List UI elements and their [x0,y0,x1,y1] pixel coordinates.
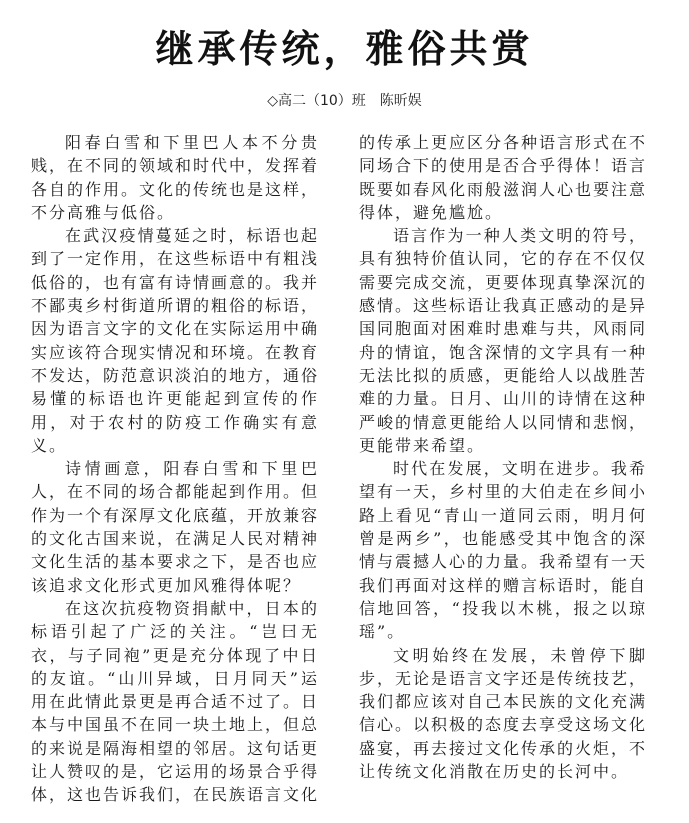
paragraph-line: 语言作为一种人类文明的符号， [393,226,645,246]
paragraph-line: 实应该符合现实情况和环境。在教育 [31,342,317,362]
paragraph-line: 人，在不同的场合都能起到作用。但 [31,482,317,502]
paragraph-line: 步，无论是语言文字还是传统技艺， [359,668,645,688]
paragraph-line: 的传承上更应区分各种语言形式在不 [359,133,645,152]
paragraph-line: 让传统文化消散在历史的长河中。 [359,762,630,782]
byline-class: 高二（10）班 [277,93,366,109]
paragraph-line: 严峻的情意更能给人以同情和悲悯， [359,412,645,432]
paragraph-line: 因为语言文字的文化在实际运用中确 [31,319,317,339]
paragraph-line: 作为一个有深厚文化底蕴，开放兼容 [31,505,317,525]
paragraph-line: 我们再面对这样的赠言标语时，能自 [359,575,645,595]
paragraph [31,131,317,224]
paragraph-line: 更能带来希望。 [359,435,486,455]
article-column-right [359,131,645,783]
article-title: 继承传统，雅俗共赏 [155,27,534,71]
paragraph-line: 不鄙夷乡村街道所谓的粗俗的标语， [31,296,317,316]
paragraph-line: 舟的情谊，饱含深情的文字具有一种 [359,342,645,362]
paragraph-line: 标语引起了广泛的关注。“岂曰无 [31,622,317,642]
paragraph [31,597,317,807]
paragraph-line: 的来说是隔海相望的邻居。这句话更 [31,738,317,758]
paragraph [31,457,317,597]
paragraph-line: 诗情画意，阳春白雪和下里巴 [65,459,317,479]
paragraph-line: 义。 [31,435,68,455]
paragraph-line: 到了一定作用，在这些标语中有粗浅 [31,249,317,269]
paragraph-line: 在这次抗疫物资捐献中，日本的 [65,598,317,618]
paragraph-line: 不发达，防范意识淡泊的地方，通俗 [31,365,317,385]
paragraph-line: 衣，与子同袍”更是充分体现了中日 [31,645,317,665]
paragraph-line: 阳春白雪和下里巴人本不分贵 [65,133,317,152]
paragraph-line: 文化生活的基本要求之下，是否也应 [31,552,317,572]
paragraph-line: 的友谊。“山川异域，日月同天”运 [31,668,317,688]
paragraph-line: 国同胞面对困难时患难与共，风雨同 [359,319,645,339]
paragraph-line: 在武汉疫情蔓延之时，标语也起 [65,226,317,246]
paragraph-line: 瑶”。 [359,622,406,642]
paragraph [31,224,317,457]
paragraph-line: 具有独特价值认同，它的存在不仅仅 [359,249,645,269]
paragraph-line: 盛宴，再去接过文化传承的火炬，不 [359,738,645,758]
paragraph-line: 低俗的，也有富有诗情画意的。我并 [31,272,317,292]
paragraph-line: 同场合下的使用是否合乎得体！语言 [359,156,645,176]
paragraph-line: 体，这也告诉我们，在民族语言文化 [31,785,317,805]
paragraph-line: 时代在发展，文明在进步。我希 [393,459,645,479]
paragraph-line: 文明始终在发展，未曾停下脚 [393,645,645,665]
paragraph-line: 本与中国虽不在同一块土地上，但总 [31,715,317,735]
paragraph [359,224,645,457]
paragraph-line: 难的力量。日月、山川的诗情在这种 [359,389,645,409]
byline [0,92,689,110]
paragraph-line: 信地回答，“投我以木桃，报之以琼 [359,598,645,618]
paragraph-line: 既要如春风化雨般滋润人心也要注意 [359,179,645,199]
article-column-left [31,131,317,807]
paragraph [359,131,645,224]
paragraph-line: 易懂的标语也许更能起到宣传的作 [31,389,317,409]
paragraph-line: 曾是两乡”，也能感受其中饱含的深 [359,529,645,549]
paragraph [359,644,645,784]
paragraph-line: 用，对于农村的防疫工作确实有意 [31,412,317,432]
paragraph-line: 该追求文化形式更加风雅得体呢？ [31,575,302,595]
paragraph-line: 不分高雅与低俗。 [31,202,176,222]
paragraph-line: 信心。以积极的态度去享受这场文化 [359,715,645,735]
paragraph-line: 让人赞叹的是，它运用的场景合乎得 [31,762,317,782]
paragraph-line: 路上看见“青山一道同云雨，明月何 [359,505,645,525]
paragraph-line: 得体，避免尴尬。 [359,202,504,222]
paragraph-line: 贱，在不同的领域和时代中，发挥着 [31,156,317,176]
paragraph [359,457,645,643]
byline-marker: ◇ [267,93,278,109]
paragraph-line: 各自的作用。文化的传统也是这样， [31,179,317,199]
paragraph-line: 需要完成交流，更要体现真挚深沉的 [359,272,645,292]
paragraph-line: 情与震撼人心的力量。我希望有一天 [359,552,645,572]
paragraph-line: 用在此情此景更是再合适不过了。日 [31,692,317,712]
paragraph-line: 我们都应该对自己本民族的文化充满 [359,692,645,712]
paragraph-line: 望有一天，乡村里的大伯走在乡间小 [359,482,645,502]
paragraph-line: 的文化古国来说，在满足人民对精神 [31,529,317,549]
byline-author: 陈昕娱 [379,93,422,109]
paragraph-line: 感情。这些标语让我真正感动的是异 [359,296,645,316]
paragraph-line: 无法比拟的质感，更能给人以战胜苦 [359,365,645,385]
